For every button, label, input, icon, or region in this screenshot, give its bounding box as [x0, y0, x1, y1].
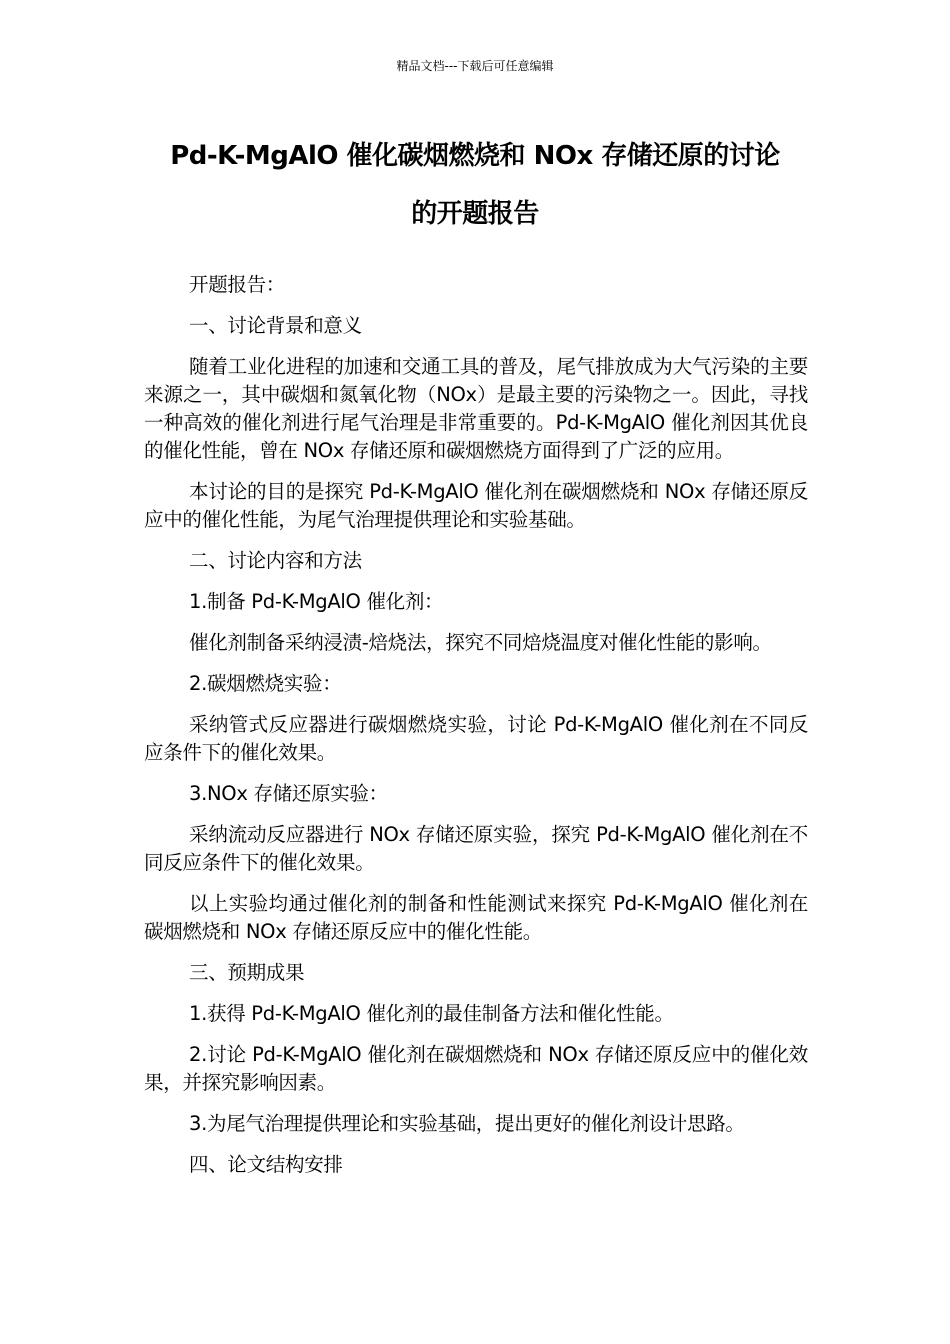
list-item-catalyst-preparation: 1.制备 Pd-K-MgAlO 催化剂：	[189, 590, 444, 613]
paragraph-experiments-summary: 以上实验均通过催化剂的制备和性能测试来探究 Pd-K-MgAlO 催化剂在碳烟燃烧和 NOx 存储还原反应中的催化性能。	[144, 892, 808, 943]
section-heading-content-methods: 二、讨论内容和方法	[189, 549, 362, 572]
section-heading-background: 一、讨论背景和意义	[189, 314, 362, 337]
document-title-line-2: 的开题报告	[411, 199, 539, 229]
list-item-result-3: 3.为尾气治理提供理论和实验基础，提出更好的催化剂设计思路。	[189, 1112, 745, 1135]
section-heading-expected-results: 三、预期成果	[189, 961, 305, 984]
paragraph-purpose: 本讨论的目的是探究 Pd-K-MgAlO 催化剂在碳烟燃烧和 NOx 存储还原反应中的催化性能，为尾气治理提供理论和实验基础。	[144, 480, 808, 531]
paragraph-soot-combustion: 采纳管式反应器进行碳烟燃烧实验，讨论 Pd-K-MgAlO 催化剂在不同反应条件下的催化效果。	[144, 713, 808, 764]
paragraph-nox-storage: 采纳流动反应器进行 NOx 存储还原实验，探究 Pd-K-MgAlO 催化剂在不同反应条件下的催化效果。	[144, 823, 808, 874]
paragraph-background: 随着工业化进程的加速和交通工具的普及，尾气排放成为大气污染的主要来源之一，其中碳烟和氮氧化物（NOx）是最主要的污染物之一。因此，寻找一种高效的催化剂进行尾气治理是非常重要的。Pd-K-MgAlO 催化剂因其优良的催化性能，曾在 NOx 存储还原和碳烟燃烧方面得到了广泛的应用。	[144, 355, 808, 462]
paragraph-preparation-method: 催化剂制备采纳浸渍-焙烧法，探究不同焙烧温度对催化性能的影响。	[189, 631, 772, 654]
document-title-line-1: Pd-K-MgAlO 催化碳烟燃烧和 NOx 存储还原的讨论	[170, 141, 780, 171]
page-header-note: 精品文档---下载后可任意编辑	[396, 59, 554, 73]
list-item-result-1: 1.获得 Pd-K-MgAlO 催化剂的最佳制备方法和催化性能。	[189, 1002, 674, 1025]
document-body	[144, 271, 808, 1192]
paragraph-report-label: 开题报告：	[189, 273, 286, 296]
list-item-soot-combustion: 2.碳烟燃烧实验：	[189, 672, 342, 695]
list-item-result-2: 2.讨论 Pd-K-MgAlO 催化剂在碳烟燃烧和 NOx 存储还原反应中的催化效果，并探究影响因素。	[144, 1043, 808, 1094]
section-heading-thesis-structure: 四、论文结构安排	[189, 1153, 343, 1176]
list-item-nox-storage: 3.NOx 存储还原实验：	[189, 782, 388, 805]
